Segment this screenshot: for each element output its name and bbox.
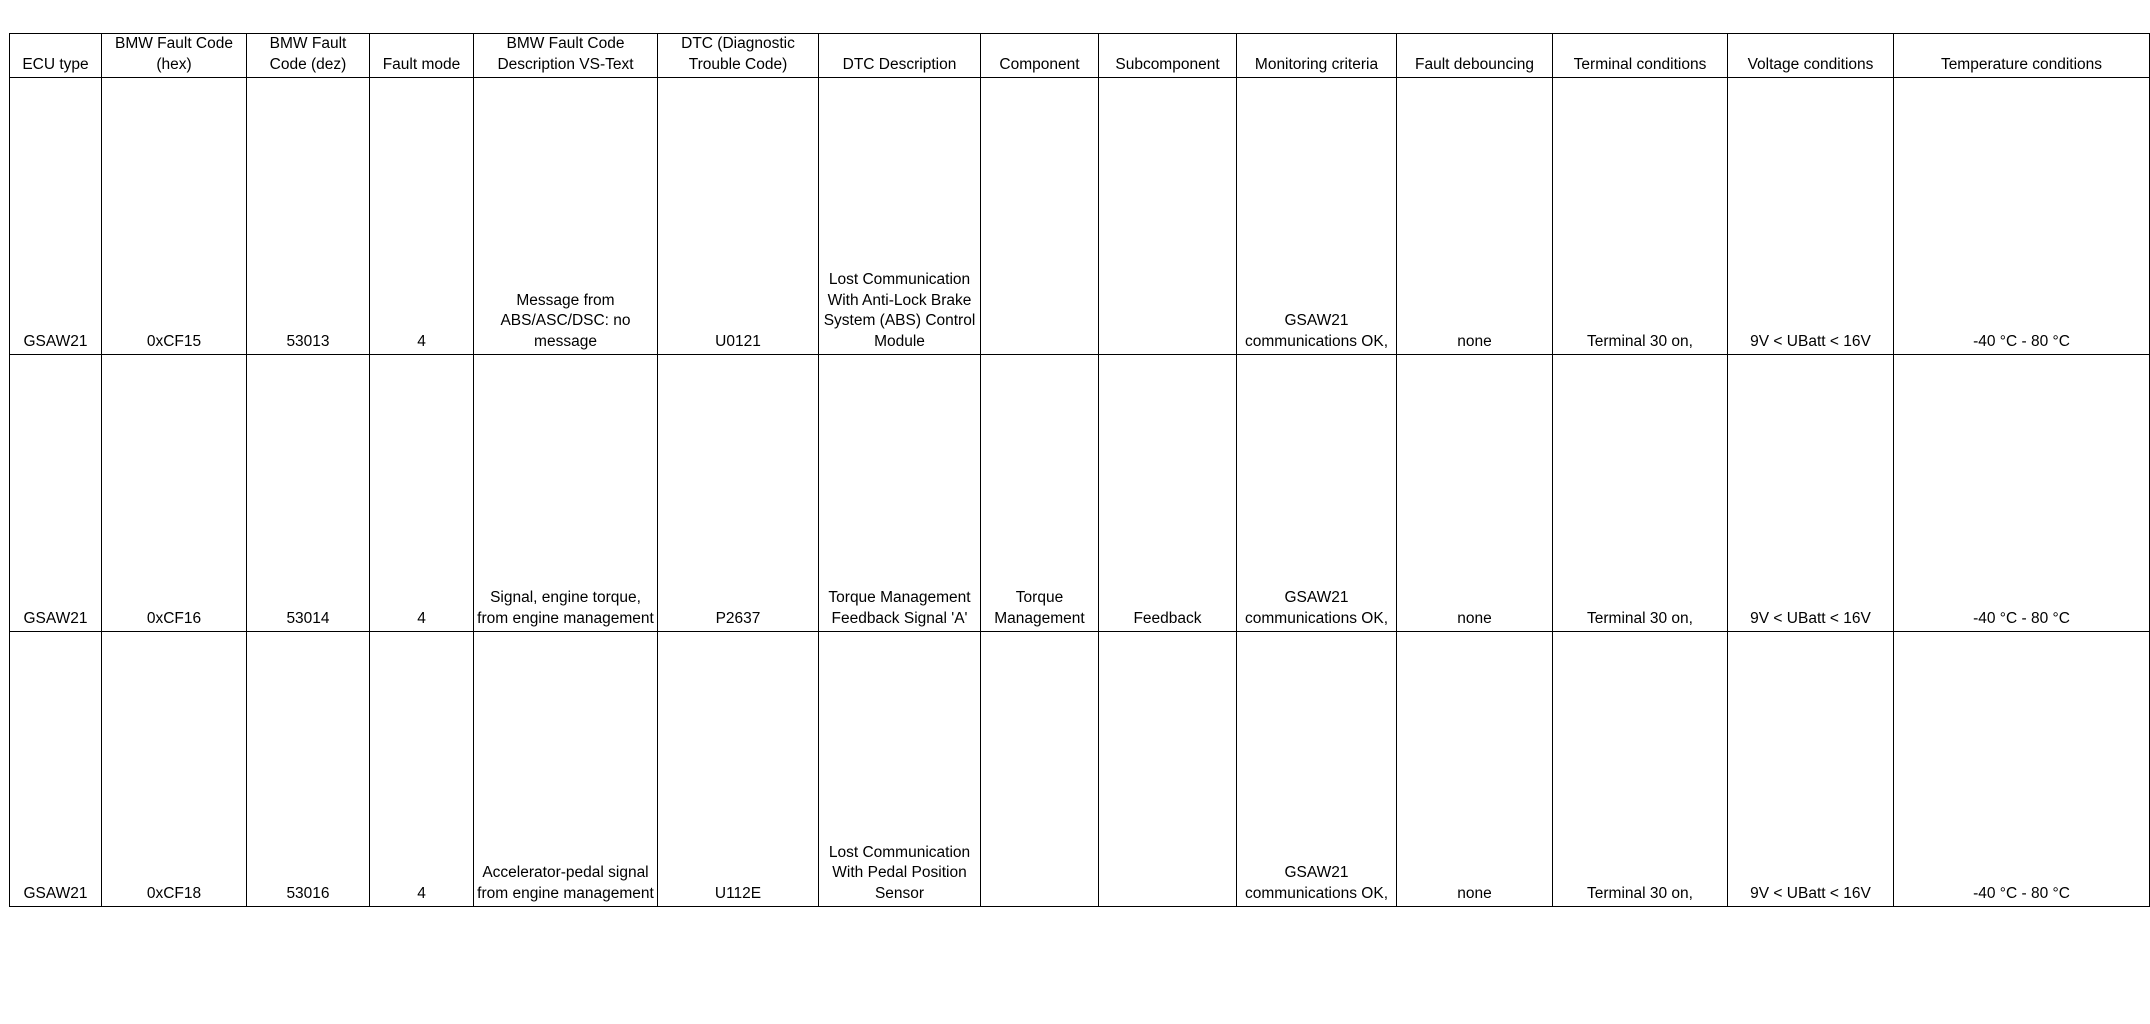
cell-component: Torque Management xyxy=(981,355,1099,632)
header-dtc: DTC (Diagnostic Trouble Code) xyxy=(658,34,819,78)
header-row xyxy=(10,34,2150,78)
cell-subcomponent xyxy=(1099,632,1237,907)
cell-fault-code-hex: 0xCF16 xyxy=(102,355,247,632)
cell-description-vs-text: Accelerator-pedal signal from engine management xyxy=(474,632,658,907)
cell-dtc-description: Lost Communication With Anti-Lock Brake System (ABS) Control Module xyxy=(819,78,981,355)
header-description-vs-text: BMW Fault Code Description VS-Text xyxy=(474,34,658,78)
table-row xyxy=(10,632,2150,907)
cell-monitoring-criteria: GSAW21 communications OK, xyxy=(1237,78,1397,355)
header-fault-debouncing: Fault debouncing xyxy=(1397,34,1553,78)
header-voltage-conditions: Voltage conditions xyxy=(1728,34,1894,78)
table-row xyxy=(10,78,2150,355)
cell-dtc-description: Torque Management Feedback Signal 'A' xyxy=(819,355,981,632)
cell-component xyxy=(981,78,1099,355)
cell-dtc: U0121 xyxy=(658,78,819,355)
cell-fault-code-dez: 53016 xyxy=(247,632,370,907)
cell-description-vs-text: Message from ABS/ASC/DSC: no message xyxy=(474,78,658,355)
cell-fault-code-dez: 53013 xyxy=(247,78,370,355)
cell-fault-mode: 4 xyxy=(370,78,474,355)
cell-terminal-conditions: Terminal 30 on, xyxy=(1553,632,1728,907)
cell-voltage-conditions: 9V < UBatt < 16V xyxy=(1728,632,1894,907)
header-subcomponent: Subcomponent xyxy=(1099,34,1237,78)
cell-monitoring-criteria: GSAW21 communications OK, xyxy=(1237,632,1397,907)
cell-ecu-type: GSAW21 xyxy=(10,632,102,907)
cell-temperature-conditions: -40 °C - 80 °C xyxy=(1894,632,2150,907)
cell-subcomponent: Feedback xyxy=(1099,355,1237,632)
fault-code-table xyxy=(9,33,2150,907)
header-terminal-conditions: Terminal conditions xyxy=(1553,34,1728,78)
cell-ecu-type: GSAW21 xyxy=(10,355,102,632)
table-row xyxy=(10,355,2150,632)
cell-monitoring-criteria: GSAW21 communications OK, xyxy=(1237,355,1397,632)
header-monitoring-criteria: Monitoring criteria xyxy=(1237,34,1397,78)
header-fault-mode: Fault mode xyxy=(370,34,474,78)
cell-fault-code-hex: 0xCF18 xyxy=(102,632,247,907)
cell-temperature-conditions: -40 °C - 80 °C xyxy=(1894,355,2150,632)
cell-terminal-conditions: Terminal 30 on, xyxy=(1553,355,1728,632)
header-component: Component xyxy=(981,34,1099,78)
cell-fault-mode: 4 xyxy=(370,355,474,632)
cell-dtc: P2637 xyxy=(658,355,819,632)
cell-terminal-conditions: Terminal 30 on, xyxy=(1553,78,1728,355)
cell-voltage-conditions: 9V < UBatt < 16V xyxy=(1728,78,1894,355)
cell-fault-mode: 4 xyxy=(370,632,474,907)
cell-fault-debouncing: none xyxy=(1397,355,1553,632)
cell-fault-debouncing: none xyxy=(1397,632,1553,907)
cell-temperature-conditions: -40 °C - 80 °C xyxy=(1894,78,2150,355)
cell-fault-code-hex: 0xCF15 xyxy=(102,78,247,355)
header-fault-code-hex: BMW Fault Code (hex) xyxy=(102,34,247,78)
cell-dtc: U112E xyxy=(658,632,819,907)
cell-description-vs-text: Signal, engine torque, from engine management xyxy=(474,355,658,632)
header-ecu-type: ECU type xyxy=(10,34,102,78)
cell-component xyxy=(981,632,1099,907)
header-dtc-description: DTC Description xyxy=(819,34,981,78)
header-fault-code-dez: BMW Fault Code (dez) xyxy=(247,34,370,78)
fault-code-sheet xyxy=(9,33,2103,1002)
cell-voltage-conditions: 9V < UBatt < 16V xyxy=(1728,355,1894,632)
cell-ecu-type: GSAW21 xyxy=(10,78,102,355)
cell-subcomponent xyxy=(1099,78,1237,355)
cell-dtc-description: Lost Communication With Pedal Position Sensor xyxy=(819,632,981,907)
header-temperature-conditions: Temperature conditions xyxy=(1894,34,2150,78)
cell-fault-code-dez: 53014 xyxy=(247,355,370,632)
cell-fault-debouncing: none xyxy=(1397,78,1553,355)
